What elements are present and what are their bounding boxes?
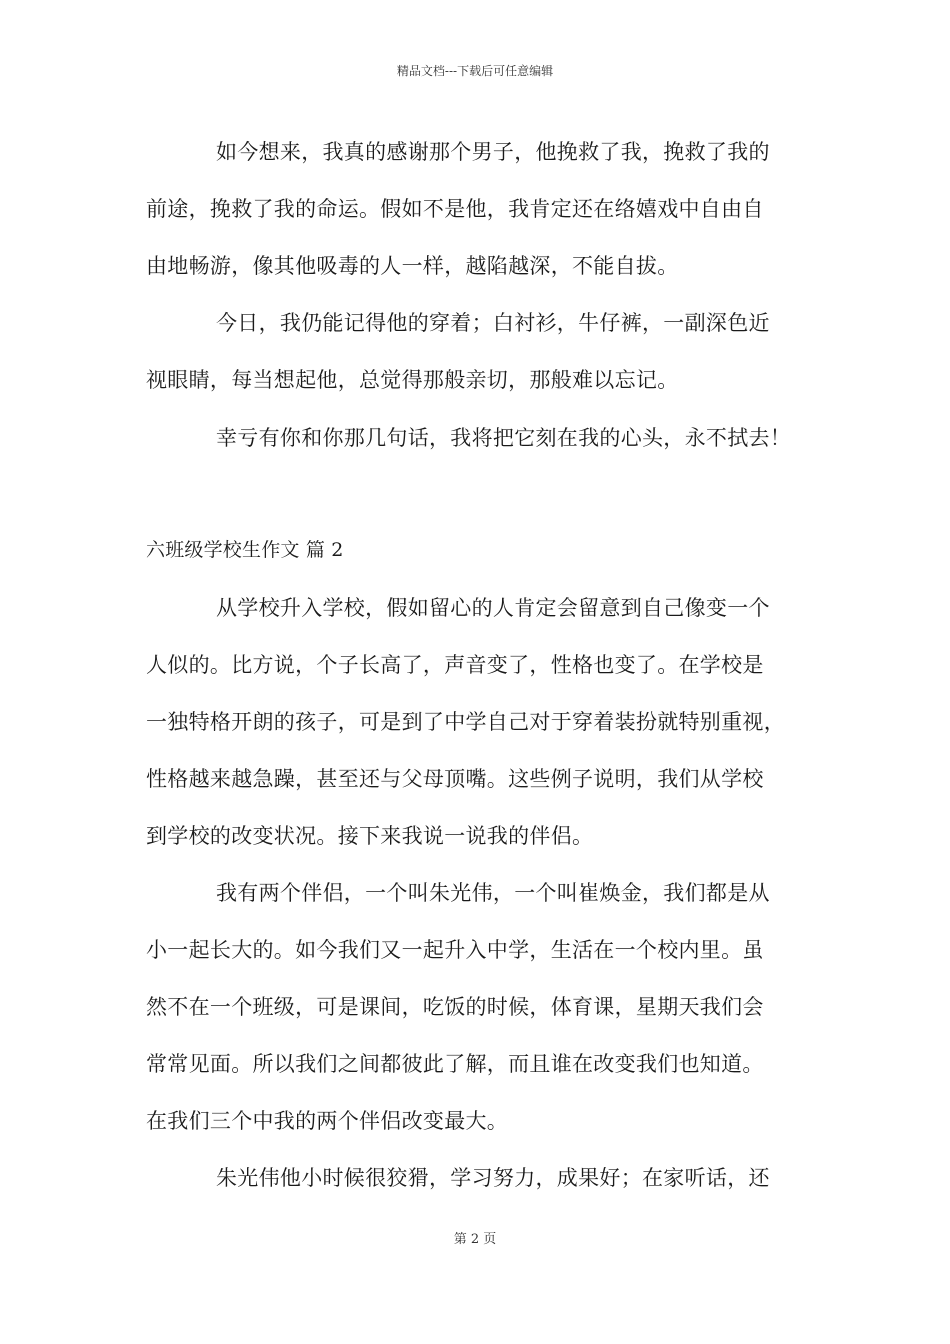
- paragraph-line: 常常见面。所以我们之间都彼此了解，而且谁在改变我们也知道。: [146, 1052, 764, 1076]
- paragraph-line: 我有两个伴侣，一个叫朱光伟，一个叫崔焕金，我们都是从: [216, 881, 770, 905]
- page-header: 精品文档---下载后可任意编辑: [396, 64, 554, 78]
- paragraph-line: 到学校的改变状况。接下来我说一说我的伴侣。: [146, 824, 594, 848]
- paragraph-line: 幸亏有你和你那几句话，我将把它刻在我的心头，永不拭去！: [216, 426, 792, 450]
- paragraph-line: 然不在一个班级，可是课间，吃饭的时候，体育课，星期天我们会: [146, 995, 764, 1019]
- section-title: 六班级学校生作文 篇 2: [146, 539, 344, 561]
- paragraph-line: 人似的。比方说，个子长高了，声音变了，性格也变了。在学校是: [146, 653, 764, 677]
- paragraph-line: 性格越来越急躁，甚至还与父母顶嘴。这些例子说明，我们从学校: [146, 767, 764, 791]
- paragraph-line: 前途，挽救了我的命运。假如不是他，我肯定还在络嬉戏中自由自: [146, 197, 764, 221]
- paragraph-line: 如今想来，我真的感谢那个男子，他挽救了我，挽救了我的: [216, 140, 770, 164]
- paragraph-line: 视眼睛，每当想起他，总觉得那般亲切，那般难以忘记。: [146, 368, 679, 392]
- paragraph-line: 朱光伟他小时候很狡猾，学习努力，成果好；在家听话，还: [216, 1166, 770, 1190]
- paragraph-line: 一独特格开朗的孩子，可是到了中学自己对于穿着装扮就特别重视，: [146, 710, 785, 734]
- paragraph-line: 今日，我仍能记得他的穿着；白衬衫，牛仔裤，一副深色近: [216, 311, 770, 335]
- paragraph-line: 从学校升入学校，假如留心的人肯定会留意到自己像变一个: [216, 596, 770, 620]
- paragraph-line: 小一起长大的。如今我们又一起升入中学，生活在一个校内里。虽: [146, 938, 764, 962]
- page-number: 第 2 页: [453, 1232, 497, 1247]
- paragraph-line: 由地畅游，像其他吸毒的人一样，越陷越深，不能自拔。: [146, 254, 679, 278]
- paragraph-line: 在我们三个中我的两个伴侣改变最大。: [146, 1109, 509, 1133]
